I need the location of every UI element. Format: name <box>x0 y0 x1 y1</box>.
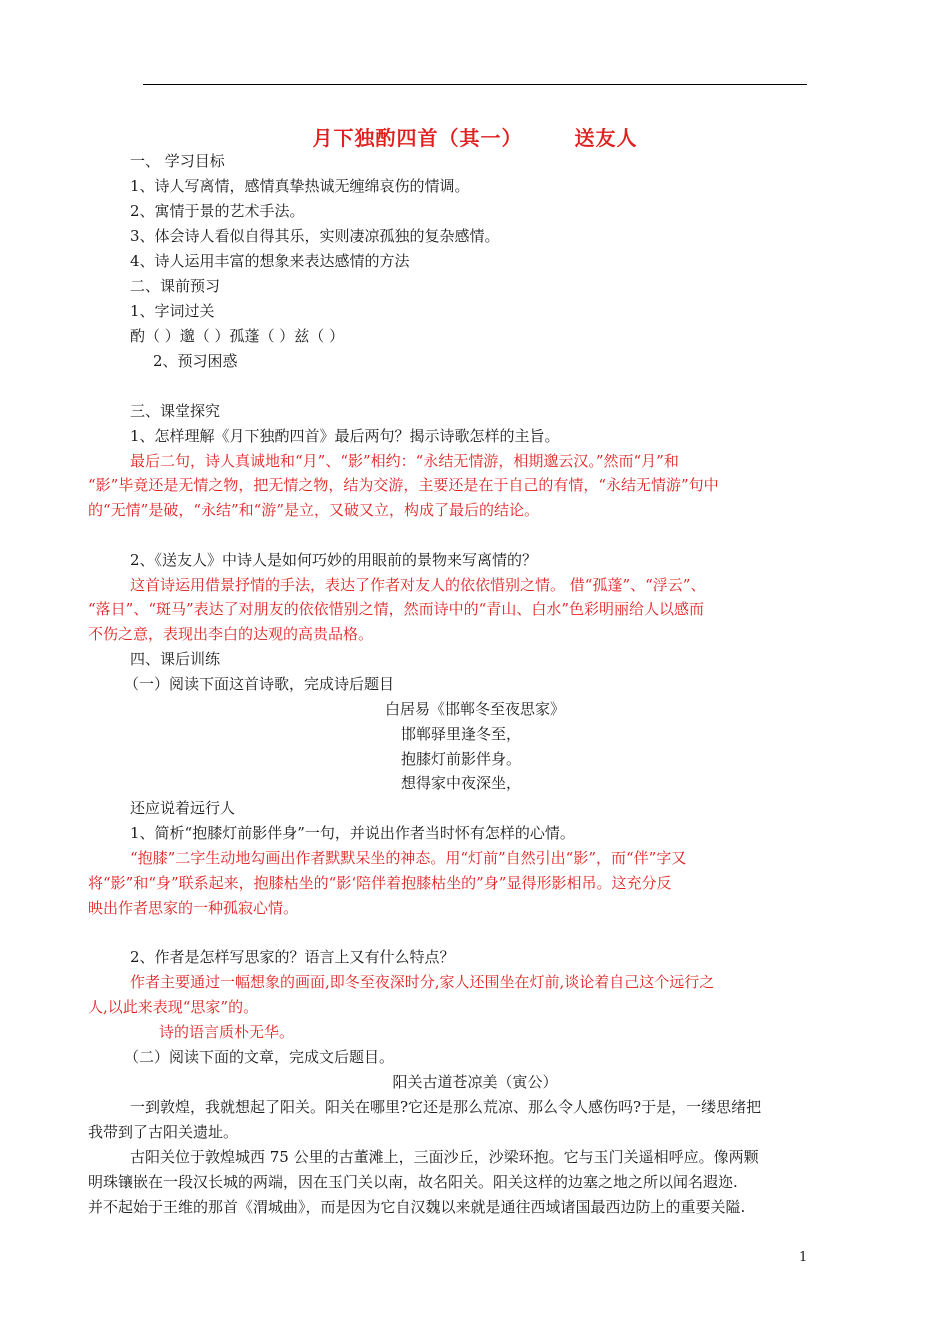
question-2: 2、作者是怎样写思家的？语言上又有什么特点？ <box>130 948 455 966</box>
section3-heading: 三、课堂探究 <box>130 402 221 420</box>
poem-line: 还应说着远行人 <box>130 799 236 817</box>
poem-line: 抱膝灯前影伴身。 <box>401 750 522 768</box>
title-part2: 送友人 <box>574 126 638 150</box>
header-rule <box>143 84 807 85</box>
section1-heading: 一、 学习目标 <box>130 152 225 170</box>
section4-heading: 四、课后训练 <box>130 650 221 668</box>
answer-line: 这首诗运用借景抒情的手法，表达了作者对友人的依依惜别之情。 借“孤蓬”、“浮云”、 <box>130 576 706 594</box>
answer-line: 作者主要通过一幅想象的画面,即冬至夜深时分,家人还围坐在灯前,谈论着自己这个远行之 <box>130 973 715 991</box>
answer-line: 的“无情”是破，“永结”和“游”是立，又破又立，构成了最后的结论。 <box>88 501 540 519</box>
article-line: 一到敦煌，我就想起了阳关。阳关在哪里?它还是那么荒凉、那么令人感伤吗?于是，一缕思绪把 <box>130 1098 762 1116</box>
page-title <box>0 122 950 151</box>
question-1: 1、简析“抱膝灯前影伴身”一句，并说出作者当时怀有怎样的心情。 <box>130 824 575 842</box>
page-number: 1 <box>799 1250 808 1265</box>
objective-item: 2、寓情于景的艺术手法。 <box>130 202 305 220</box>
article-line: 我带到了古阳关遗址。 <box>88 1123 239 1141</box>
objective-item: 1、诗人写离情，感情真挚热诚无缠绵哀伤的情调。 <box>130 177 470 195</box>
article-line: 古阳关位于敦煌城西 75 公里的古董滩上，三面沙丘，沙梁环抱。它与玉门关遥相呼应。像两颗 <box>130 1148 759 1166</box>
poem-title: 白居易《邯郸冬至夜思家》 <box>384 700 565 718</box>
article-line: 并不起始于王维的那首《渭城曲》，而是因为它自汉魏以来就是通往西域诸国最西边防上的重要关隘. <box>88 1198 746 1216</box>
vocab-subheading: 1、字词过关 <box>130 302 215 320</box>
answer-line: “抱膝”二字生动地勾画出作者默默呆坐的神态。用“灯前”自然引出“影”，而“伴”字又 <box>130 849 687 867</box>
answer-line: 最后二句，诗人真诚地和“月”、“影”相约：“永结无情游，相期邈云汉。”然而“月”和 <box>130 452 679 470</box>
answer-line: 将“影”和“身”联系起来，抱膝枯坐的“影‘陪伴着抱膝枯坐的”身”显得形影相吊。这充分反 <box>88 874 672 892</box>
section2-heading: 二、课前预习 <box>130 277 221 295</box>
answer-line: “影”毕竟还是无情之物，把无情之物，结为交游，主要还是在于自己的有情，“永结无情游”句中 <box>88 476 719 494</box>
vocab-list: 酌（ ）邈（ ）孤蓬（ ）兹（ ） <box>130 327 345 345</box>
part1-intro: （一）阅读下面这首诗歌，完成诗后题目 <box>124 675 395 693</box>
article-title: 阳关古道苍凉美（寅公） <box>392 1073 558 1091</box>
title-part1: 月下独酌四首（其一） <box>312 126 523 150</box>
objective-item: 4、诗人运用丰富的想象来表达感情的方法 <box>130 252 410 270</box>
answer-line: 人,以此来表现“思家”的。 <box>88 998 259 1016</box>
preview-subheading: 2、预习困惑 <box>153 352 238 370</box>
poem-line: 邯郸驿里逢冬至， <box>401 725 522 743</box>
question-2: 2、《送友人》中诗人是如何巧妙的用眼前的景物来写离情的？ <box>130 551 538 569</box>
article-line: 明珠镶嵌在一段汉长城的两端，因在玉门关以南，故名阳关。阳关这样的边塞之地之所以闻名遐迩. <box>88 1173 738 1191</box>
answer-line: 诗的语言质朴无华。 <box>159 1023 295 1041</box>
answer-line: 映出作者思家的一种孤寂心情。 <box>88 899 299 917</box>
question-1: 1、怎样理解《月下独酌四首》最后两句？揭示诗歌怎样的主旨。 <box>130 427 560 445</box>
poem-line: 想得家中夜深坐， <box>401 774 522 792</box>
answer-line: 不伤之意，表现出李白的达观的高贵品格。 <box>88 625 374 643</box>
answer-line: “落日”、“斑马”表达了对朋友的依依惜别之情，然而诗中的“青山、白水”色彩明丽给人以感而 <box>88 600 705 618</box>
objective-item: 3、体会诗人看似自得其乐，实则凄凉孤独的复杂感情。 <box>130 227 500 245</box>
part2-intro: （二）阅读下面的文章，完成文后题目。 <box>124 1048 395 1066</box>
